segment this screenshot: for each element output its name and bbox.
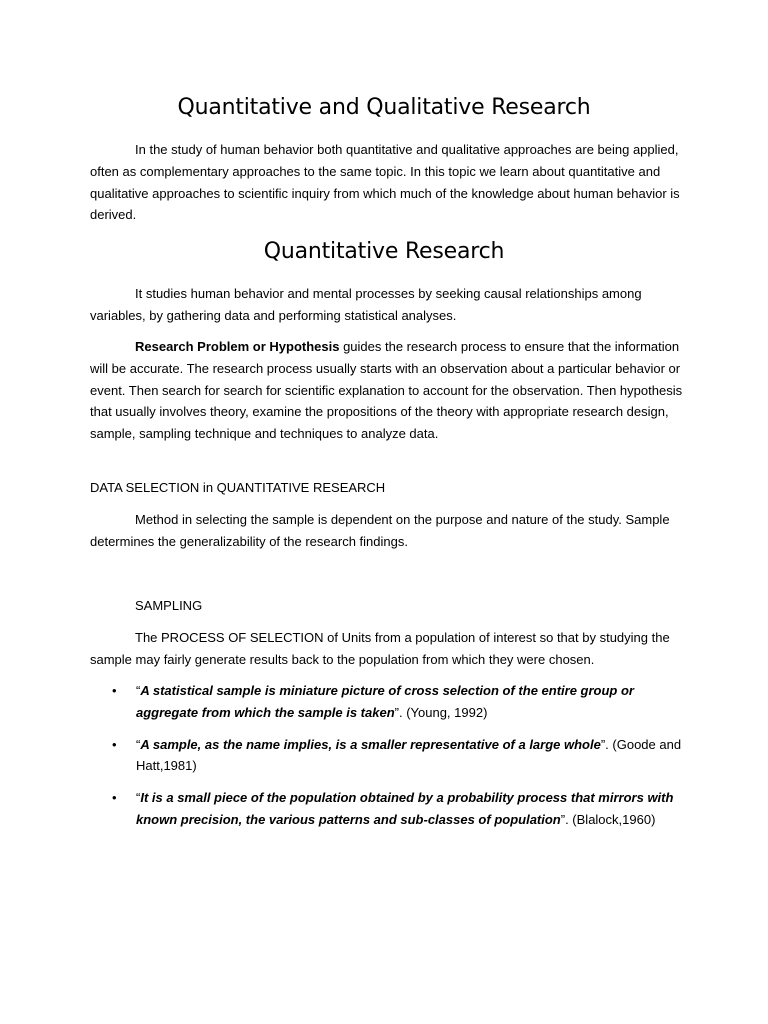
quote-citation: ”. (Goode and Hatt,1981) (136, 736, 682, 774)
hypothesis-text: guides the research process to ensure that the information will be accurate. The research process usually starts with an observation about a particular behavior or event. Then search for search for scientific explanation to account for the observation. Then hypothesis that usually involves theory, examine the propositions of the theory with appropriate research design, sample, sampling technique and techniques to analyze data. (90, 339, 683, 442)
bullet-icon: • (112, 736, 117, 752)
quote-citation: ”. (Blalock,1960) (560, 811, 656, 827)
list-item (90, 680, 684, 724)
quote-text: A sample, as the name implies, is a smaller representative of a large whole (140, 736, 601, 752)
data-selection-subheading: DATA SELECTION in QUANTITATIVE RESEARCH (90, 480, 386, 495)
quote-text: A statistical sample is miniature picture of cross selection of the entire group or aggregate from which the sample is taken (136, 683, 634, 720)
quotes-list (90, 680, 684, 841)
sampling-label: SAMPLING (135, 598, 203, 613)
hypothesis-term: Research Problem or Hypothesis (135, 339, 340, 354)
quote-text: It is a small piece of the population obtained by a probability process that mirrors with known precision, the various patterns and sub-classes of population (136, 790, 674, 827)
quote-open: “ (136, 683, 141, 698)
bullet-icon: • (112, 790, 117, 806)
section-heading: Quantitative Research (263, 239, 505, 264)
sampling-definition-paragraph: The PROCESS OF SELECTION of Units from a population of interest so that by studying the sample may fairly generate results back to the population from which they were chosen. (90, 630, 670, 667)
quote-open: “ (136, 790, 141, 806)
definition-paragraph: It studies human behavior and mental processes by seeking causal relationships among variables, by gathering data and performing statistical analyses. (90, 286, 642, 323)
bullet-icon: • (112, 683, 117, 698)
quote-citation: ”. (Young, 1992) (394, 704, 488, 720)
sample-method-paragraph: Method in selecting the sample is dependent on the purpose and nature of the study. Sample determines the generalizability of the research findings. (90, 512, 670, 549)
quote-open: “ (136, 736, 141, 752)
list-item (90, 787, 684, 831)
list-item (90, 734, 684, 778)
hypothesis-paragraph (90, 336, 684, 445)
document-title: Quantitative and Qualitative Research (177, 95, 591, 120)
intro-paragraph: In the study of human behavior both quantitative and qualitative approaches are being applied, often as complementary approaches to the same topic. In this topic we learn about quantitative and qualitative approaches to scientific inquiry from which much of the knowledge about human behavior is derived. (90, 142, 680, 223)
